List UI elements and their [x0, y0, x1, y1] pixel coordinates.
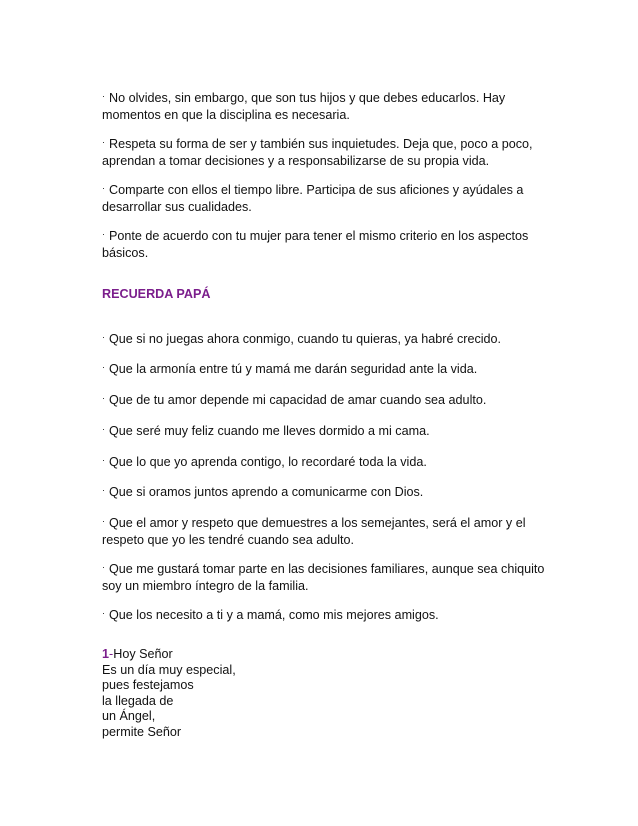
bullet: · — [102, 485, 105, 495]
poem-line: un Ángel, — [102, 709, 156, 724]
advice-paragraph — [102, 226, 550, 262]
poem — [102, 647, 236, 741]
reminder-paragraph — [102, 329, 550, 348]
bullet: · — [102, 229, 105, 239]
poem-number: 1 — [102, 647, 110, 661]
poem-first-line — [102, 647, 236, 663]
paragraph-line: No olvides, sin embargo, que son tus hijos y que debes educarlos. Hay — [109, 91, 506, 105]
advice-paragraph — [102, 134, 550, 170]
paragraph-line: aprendan a tomar decisiones y a responsabilizarse de su propia vida. — [102, 154, 490, 168]
bullet: · — [102, 516, 105, 526]
paragraph-line: Que si no juegas ahora conmigo, cuando tu quieras, ya habré crecido. — [109, 332, 502, 346]
poem-line: Hoy Señor — [113, 647, 173, 661]
reminder-paragraph — [102, 513, 550, 549]
bullet: · — [102, 137, 105, 147]
reminder-paragraph — [102, 359, 550, 378]
reminder-paragraph — [102, 482, 550, 501]
reminder-paragraph — [102, 452, 550, 471]
advice-paragraph — [102, 180, 550, 216]
bullet: · — [102, 91, 105, 101]
paragraph-line: Ponte de acuerdo con tu mujer para tener el mismo criterio en los aspectos — [109, 229, 529, 243]
paragraph-line: respeto que yo les tendré cuando sea adulto. — [102, 533, 355, 547]
poem-line: permite Señor — [102, 724, 182, 739]
reminder-paragraph — [102, 390, 550, 409]
bullet: · — [102, 332, 105, 342]
bullet: · — [102, 608, 105, 618]
bullet: · — [102, 562, 105, 572]
paragraph-line: momentos en que la disciplina es necesaria. — [102, 108, 350, 122]
paragraph-line: desarrollar sus cualidades. — [102, 200, 252, 214]
paragraph-line: Que me gustará tomar parte en las decisiones familiares, aunque sea chiquito — [109, 562, 545, 576]
reminder-paragraph — [102, 421, 550, 440]
reminder-paragraph — [102, 605, 550, 624]
paragraph-line: Que si oramos juntos aprendo a comunicarme con Dios. — [109, 485, 424, 499]
bullet: · — [102, 362, 105, 372]
bullet: · — [102, 455, 105, 465]
section-heading: RECUERDA PAPÁ — [102, 287, 211, 301]
paragraph-line: Respeta su forma de ser y también sus inquietudes. Deja que, poco a poco, — [109, 137, 533, 151]
paragraph-line: Que seré muy feliz cuando me lleves dormido a mi cama. — [109, 424, 430, 438]
paragraph-line: básicos. — [102, 246, 149, 260]
advice-paragraph — [102, 88, 550, 124]
reminder-paragraph — [102, 559, 550, 595]
poem-line: la llegada de — [102, 693, 174, 708]
bullet: · — [102, 183, 105, 193]
paragraph-line: Que lo que yo aprenda contigo, lo recordaré toda la vida. — [109, 455, 427, 469]
paragraph-line: Que la armonía entre tú y mamá me darán seguridad ante la vida. — [109, 362, 478, 376]
poem-line: Es un día muy especial, — [102, 662, 236, 677]
paragraph-line: Que los necesito a ti y a mamá, como mis mejores amigos. — [109, 608, 439, 622]
poem-dash: - — [109, 647, 114, 661]
paragraph-line: Comparte con ellos el tiempo libre. Participa de sus aficiones y ayúdales a — [109, 183, 524, 197]
bullet: · — [102, 393, 105, 403]
bullet: · — [102, 424, 105, 434]
paragraph-line: Que el amor y respeto que demuestres a los semejantes, será el amor y el — [109, 516, 526, 530]
paragraph-line: soy un miembro íntegro de la familia. — [102, 579, 309, 593]
poem-line: pues festejamos — [102, 678, 194, 693]
paragraph-line: Que de tu amor depende mi capacidad de amar cuando sea adulto. — [109, 393, 487, 407]
